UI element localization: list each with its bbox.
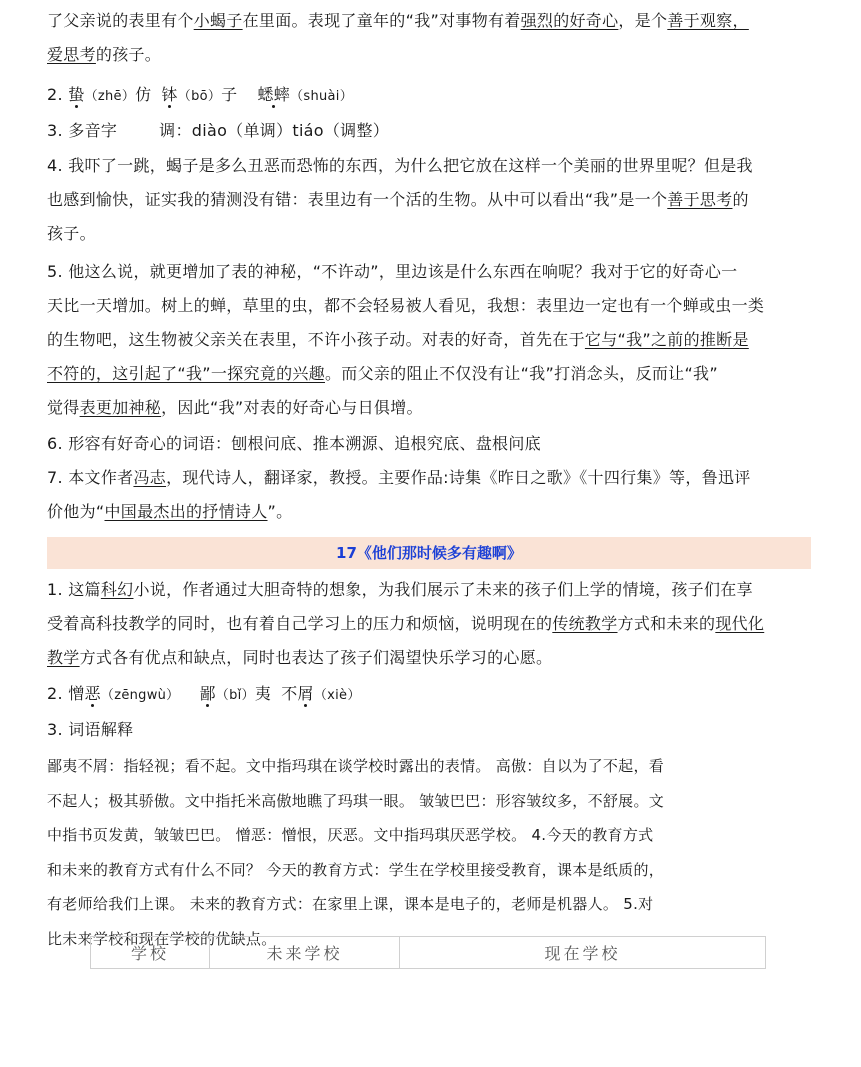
intro-line-2: 爱思考的孩子。 [47,45,162,64]
dotted-char: 钵 [161,85,178,104]
item-6-words: 6. 形容有好奇心的词语：刨根问底、推本溯源、追根究底、盘根问底 [47,434,541,453]
underlined-term: 冯志 [133,468,167,487]
comparison-table [90,936,766,969]
table-header-cell: 学校 [91,937,210,969]
section-1-line-1: 1. 这篇科幻小说，作者通过大胆奇特的想象，为我们展示了未来的孩子们上学的情境，孩子们在享 [47,580,753,599]
paragraph-line: 不起人；极其骄傲。文中指托米高傲地瞧了玛琪一眼。 皱皱巴巴：形容皱纹多，不舒展。文 [47,791,665,810]
word-explanation-paragraph [47,749,811,956]
pinyin: （bǐ） [215,688,255,703]
dotted-char: 蟋蟀 [257,85,291,104]
dotted-char: 屑 [297,684,314,703]
paragraph-line: 有老师给我们上课。 未来的教育方式：在家里上课，课本是电子的，老师是机器人。 5.对 [47,895,654,913]
underlined-term: 不符的，这引起了“我”一探究竟的兴趣 [47,364,325,383]
underlined-term: 小蝎子 [193,11,243,30]
section-3-heading: 3. 词语解释 [47,720,134,739]
pinyin: （bō） [177,89,222,104]
pinyin: （xiè） [313,688,361,703]
item-5-line-4: 不符的，这引起了“我”一探究竟的兴趣。而父亲的阻止不仅没有让“我”打消念头，反而让“我” [47,364,718,383]
intro-line-1: 了父亲说的表里有个小蝎子在里面。表现了童年的“我”对事物有着强烈的好奇心，是个善于观察， [47,11,749,30]
item-7-line-2: 价他为“中国最杰出的抒情诗人”。 [47,502,293,521]
dotted-char: 鄙 [199,684,216,703]
underlined-term: 爱思考 [47,45,96,64]
underlined-term: 中国最杰出的抒情诗人 [104,502,268,521]
paragraph-line: 比未来学校和现在学校的优缺点。 [47,929,277,948]
paragraph-line: 鄙夷不屑：指轻视；看不起。文中指玛琪在谈学校时露出的表情。 高傲：自以为了不起，看 [47,757,665,775]
item-5-line-3: 的生物吧，这生物被父亲关在表里，不许小孩子动。对表的好奇，首先在于它与“我”之前的推断是 [47,330,749,349]
section-1-line-3: 教学方式各有优点和缺点，同时也表达了孩子们渴望快乐学习的心愿。 [47,648,553,667]
pinyin: （zhē） [84,89,136,104]
item-7-line-1: 7. 本文作者冯志，现代诗人，翻译家，教授。主要作品:诗集《昨日之歌》《十四行集》等，鲁迅评 [47,468,751,487]
dotted-char: 蛰 [68,85,85,104]
item-4-line-1: 4. 我吓了一跳，蝎子是多么丑恶而恐怖的东西，为什么把它放在这样一个美丽的世界里呢？但是我 [47,156,753,175]
underlined-term: 善于观察， [667,11,749,30]
table-header-row [91,937,766,969]
underlined-term: 现代化 [715,614,765,633]
dotted-char: 恶 [84,684,101,703]
underlined-term: 善于思考 [667,190,733,209]
section-1-line-2: 受着高科技教学的同时，也有着自己学习上的压力和烦恼，说明现在的传统教学方式和未来的现代化 [47,614,765,633]
underlined-term: 表更加神秘 [79,398,162,417]
pinyin: （shuài） [290,89,354,104]
item-3-polyphone: 3. 多音字 调：diào（单调）tiáo（调整） [47,121,390,140]
table-header-cell: 未来学校 [210,937,400,969]
item-2-pronunciation: 2. 蛰（zhē）仿 钵（bō）子 蟋蟀（shuài） [47,85,354,104]
pinyin: （zēngwù） [100,688,180,703]
paragraph-line: 和未来的教育方式有什么不同？ 今天的教育方式：学生在学校里接受教育，课本是纸质的， [47,860,665,879]
item-4-line-3: 孩子。 [47,224,96,243]
item-5-line-2: 天比一天增加。树上的蝉，草里的虫，都不会轻易被人看见，我想：表里边一定也有一个蝉或虫一类 [47,296,765,315]
section-title-banner: 17《他们那时候多有趣啊》 [47,537,811,569]
section-2-pronunciation: 2. 憎恶（zēngwù） 鄙（bǐ）夷 不屑（xiè） [47,684,361,703]
document-page [47,4,811,956]
underlined-term: 科幻 [100,580,134,599]
item-4-line-2: 也感到愉快，证实我的猜测没有错：表里边有一个活的生物。从中可以看出“我”是一个善于思考的 [47,190,749,209]
paragraph-line: 中指书页发黄，皱皱巴巴。 憎恶：憎恨，厌恶。文中指玛琪厌恶学校。 4.今天的教育方式 [47,826,654,844]
underlined-term: 强烈的好奇心 [520,11,619,30]
underlined-term: 传统教学 [552,614,618,633]
item-5-line-1: 5. 他这么说，就更增加了表的神秘，“不许动”，里边该是什么东西在响呢？我对于它的好奇心一 [47,262,738,281]
table-header-cell: 现在学校 [400,937,766,969]
item-5-line-5: 觉得表更加神秘，因此“我”对表的好奇心与日俱增。 [47,398,423,417]
underlined-term: 它与“我”之前的推断是 [584,330,749,349]
underlined-term: 教学 [47,648,80,667]
